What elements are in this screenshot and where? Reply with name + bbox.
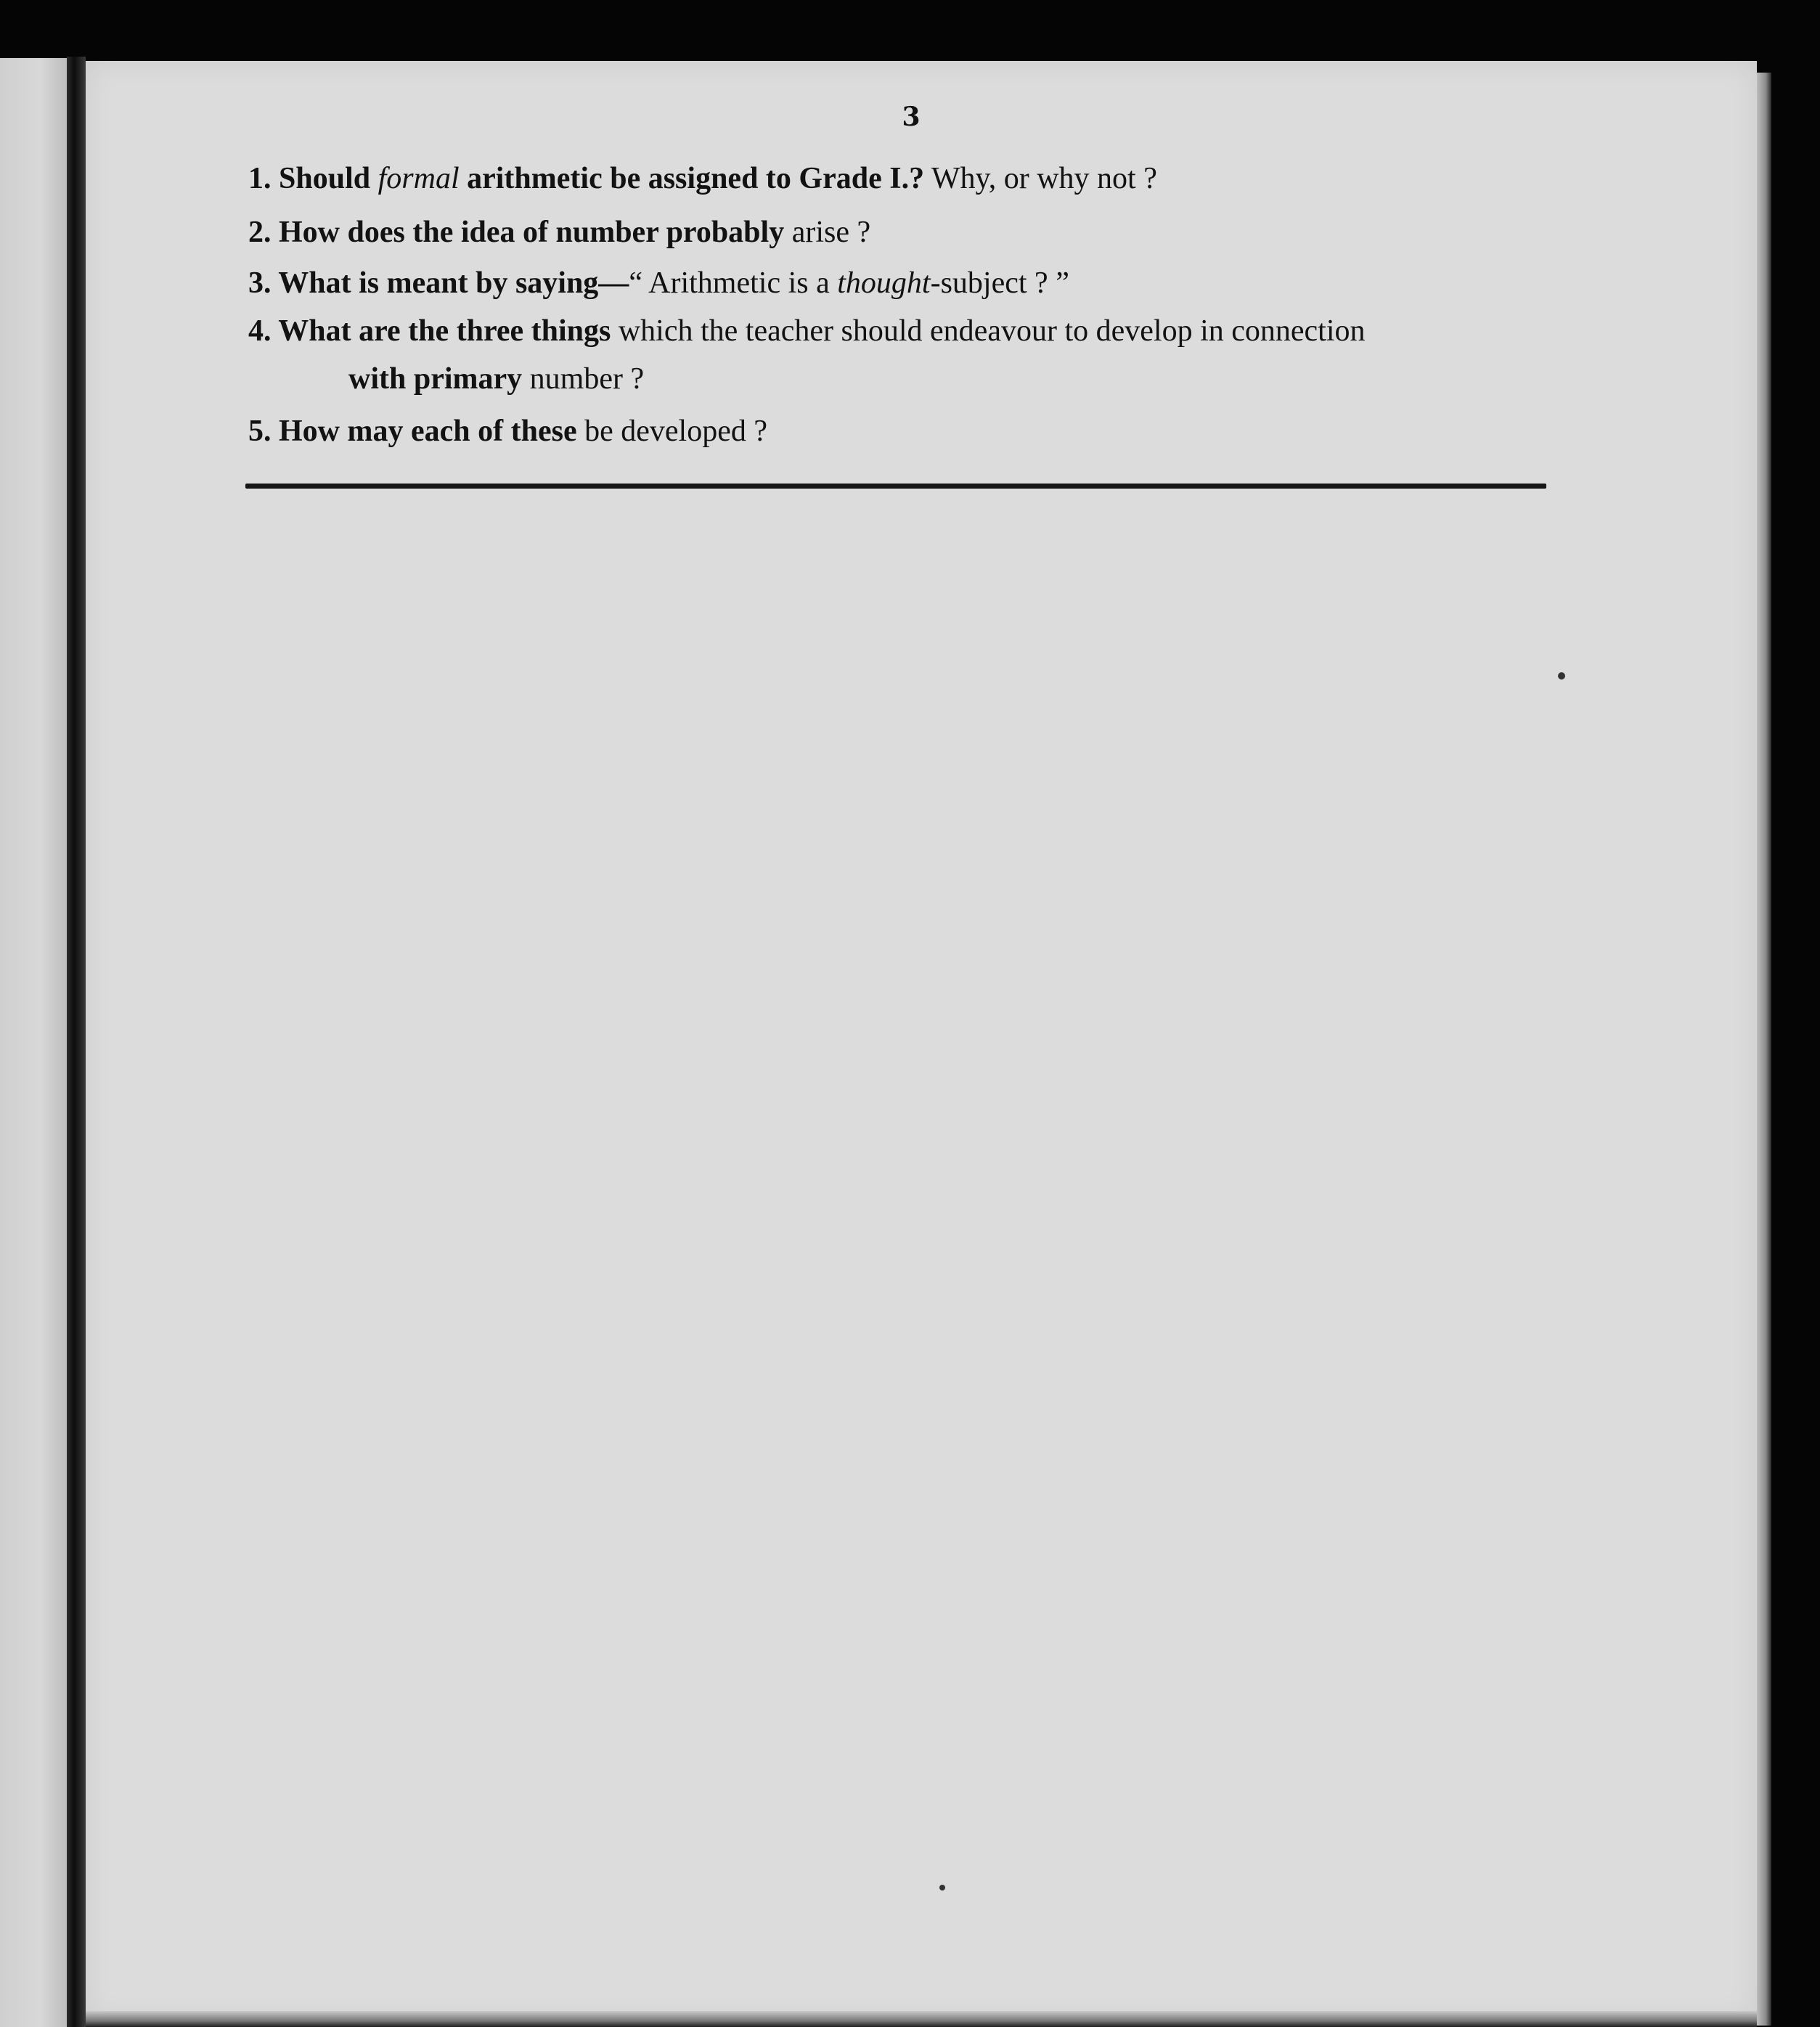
page-sheet (86, 61, 1757, 2021)
question-text-fragment: Should (279, 162, 378, 195)
book-binding (67, 57, 86, 2027)
page-right-edge (1757, 73, 1771, 2026)
question-4-continuation (348, 362, 644, 396)
question-2 (248, 215, 870, 250)
question-3 (248, 266, 1069, 301)
question-text-fragment: arithmetic be assigned to Grade I.? (459, 162, 925, 195)
question-number: 1. (248, 162, 279, 195)
question-text-fragment: formal (378, 162, 460, 195)
question-text-fragment: What is meant by saying— (278, 266, 629, 300)
question-number: 3. (248, 266, 279, 300)
ink-speck (939, 1885, 945, 1891)
question-text-fragment: thought (837, 266, 931, 300)
question-text-fragment: How may each of these (279, 415, 577, 448)
question-text-fragment: which the teacher should endeavour to develop in connection (611, 314, 1366, 348)
question-text-fragment: What are the three things (278, 314, 611, 348)
question-text-fragment: Why, or why not ? (924, 162, 1157, 195)
question-text-fragment: number ? (522, 362, 645, 396)
question-text-fragment: “ Arithmetic is a (629, 266, 838, 300)
question-text-fragment: How does the idea of number probably (279, 216, 785, 249)
facing-page-edge (0, 58, 67, 2027)
question-text-fragment: with primary (348, 362, 523, 396)
question-number: 4. (248, 314, 279, 348)
horizontal-rule (245, 484, 1546, 489)
question-5 (248, 414, 767, 449)
question-text-fragment: arise ? (784, 216, 871, 249)
question-1 (248, 161, 1157, 196)
ink-speck (1558, 672, 1565, 680)
question-number: 2. (248, 216, 279, 249)
page-number: 3 (902, 102, 921, 132)
question-4 (248, 314, 1366, 348)
page-bottom-edge (86, 2011, 1757, 2027)
question-text-fragment: -subject ? ” (930, 266, 1069, 300)
question-number: 5. (248, 415, 279, 448)
question-text-fragment: be developed ? (576, 415, 767, 448)
